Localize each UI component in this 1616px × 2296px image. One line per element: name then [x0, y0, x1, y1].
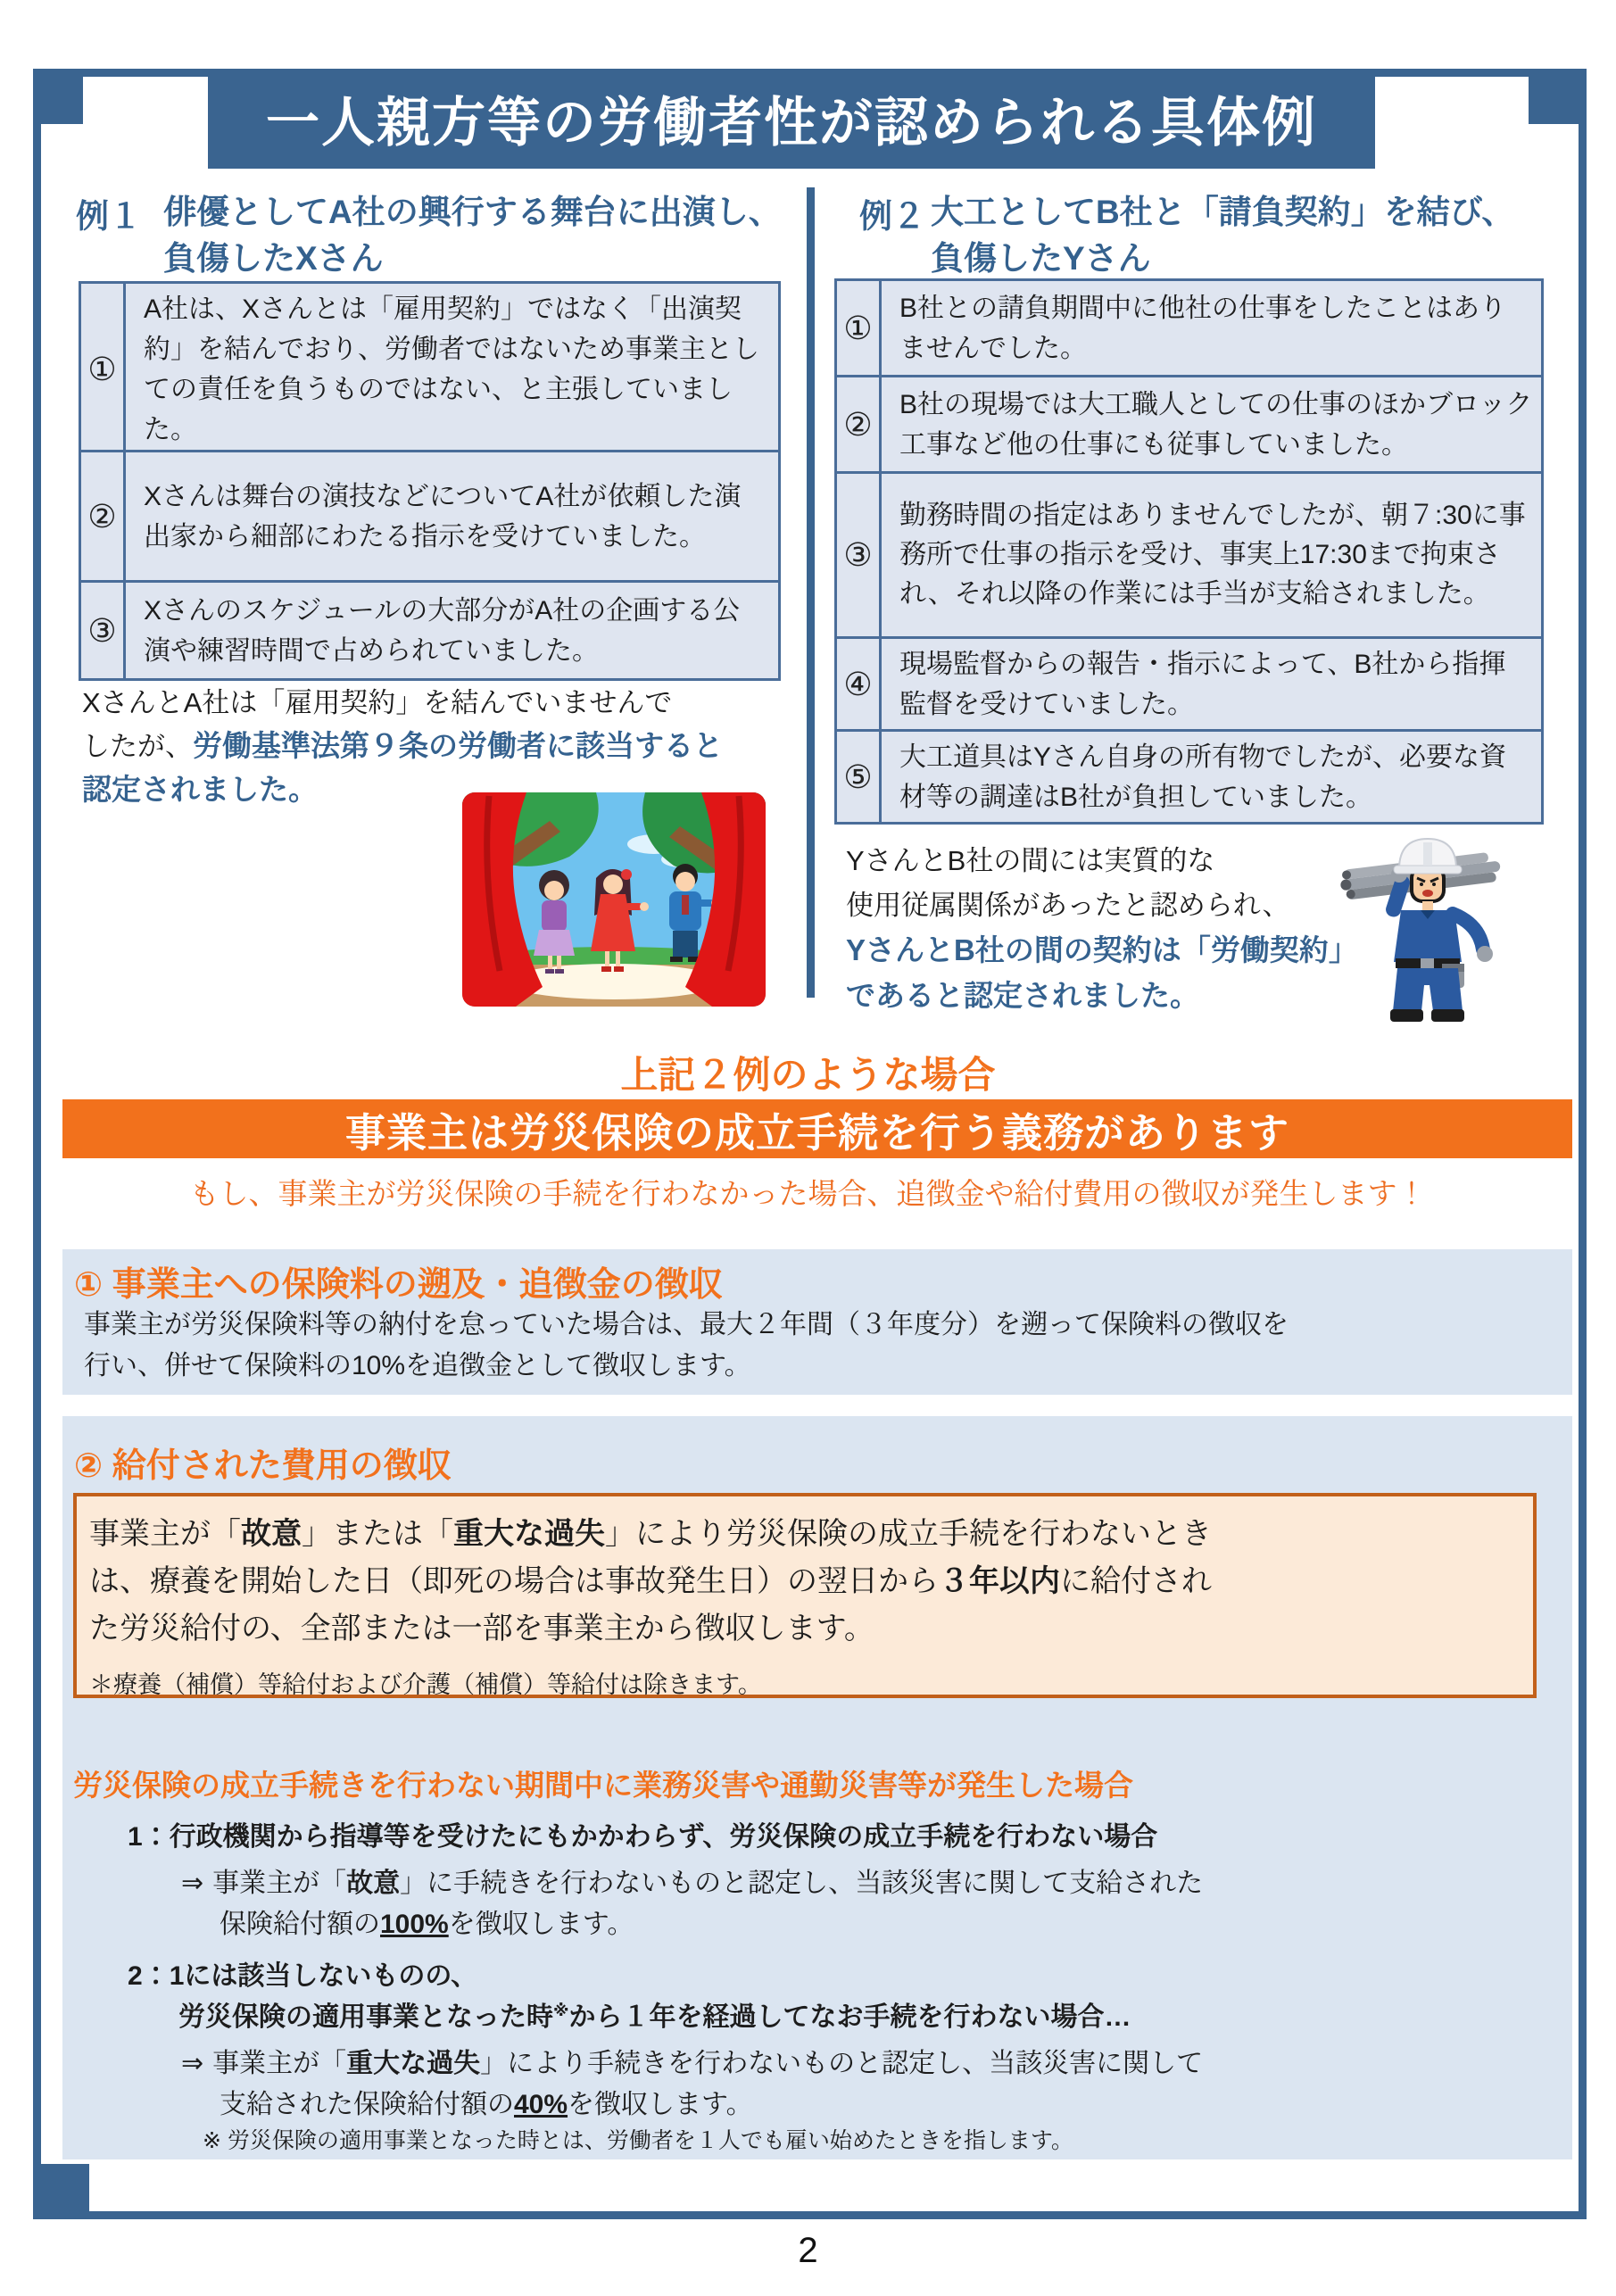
row-text: 現場監督からの報告・指示によって、B社から指揮監督を受けていました。	[899, 650, 1506, 719]
case2-result-line1	[181, 2041, 1203, 2080]
row-text: Xさんは舞台の演技などについてA社が依頼した演出家から細部にわたる指示を受けていました。	[144, 481, 742, 551]
case2-result-line2	[220, 2082, 753, 2121]
notice-segment: は、療養を開始した日（即死の場合は事故発生日）の翌日から	[89, 1564, 939, 1598]
conclusion-emphasis: 労働基準法第９条の労働者に該当すると	[193, 729, 723, 762]
obligation-banner	[62, 1099, 1572, 1158]
section2-heading: ② 給付された費用の徴収	[74, 1447, 452, 1485]
worker-pants	[1393, 968, 1463, 1011]
conclusion-text: YさんとB社の間には実質的な	[846, 845, 1215, 876]
row-number: ③	[837, 474, 882, 636]
warning-text: もし、事業主が労災保険の手続を行わなかった場合、追徴金や給付費用の徴収が発生します！	[189, 1177, 1427, 1210]
section1-body-line2: 行い、併せて保険料の10%を追徴金として徴収します。	[84, 1351, 751, 1380]
frame-bottom-border	[33, 2211, 1587, 2219]
row-text: B社との請負期間中に他社の仕事をしたことはありませんでした。	[899, 293, 1507, 363]
case2-label: 2：	[128, 1961, 170, 1991]
frame-right-border	[1579, 69, 1587, 2219]
case2-condition-text: 1には該当しないものの、	[169, 1961, 478, 1991]
table-row	[81, 284, 778, 450]
case2-condition-text: から１年を経過してなお手続を行わない場合…	[568, 2002, 1131, 2032]
case2-condition-text: 労災保険の適用事業となった時	[178, 2002, 553, 2032]
notice-segment: 事業主が「	[89, 1517, 241, 1551]
row-number: ①	[837, 281, 882, 375]
notice-text	[89, 1511, 1517, 1653]
page-title: 一人親方等の労働者性が認められる具体例	[266, 93, 1317, 153]
notice-footnote: ＊療養（補償）等給付および介護（補償）等給付は除きます。	[89, 1671, 762, 1698]
arrow-icon: ⇒	[181, 2049, 204, 2078]
row-number: ②	[81, 452, 126, 580]
table-row	[837, 375, 1541, 471]
worker-boot	[1390, 1009, 1423, 1022]
example2-title-line2: 負傷したYさん	[931, 240, 1151, 277]
notice-bold: 故意	[241, 1517, 302, 1551]
result-segment: 保険給付額の	[220, 1910, 380, 1939]
worker-boot	[1431, 1009, 1464, 1022]
row-text: B社の現場では大工職人としての仕事のほかブロック工事など他の仕事にも従事していました。	[899, 389, 1533, 460]
case2-condition-line2	[178, 1994, 1131, 2034]
result-segment: 事業主が「	[212, 2049, 347, 2078]
result-percent: 40%	[514, 2090, 568, 2119]
row-text: A社は、Xさんとは「雇用契約」ではなく「出演契約」を結んでおり、労働者ではないため事業主としての責任を負うものではない、と主張していました。	[144, 294, 759, 444]
notice-segment: 」または「	[302, 1517, 453, 1551]
case1-result-line2	[220, 1902, 634, 1941]
notice-segment: 」により労災保険の成立手続を行わないとき	[605, 1517, 1212, 1551]
table-row	[837, 636, 1541, 729]
result-bold: 重大な過失	[346, 2049, 481, 2078]
reference-mark: ※	[553, 2002, 569, 2019]
frame-corner-bottom-left	[37, 2164, 89, 2214]
frame-corner-top-right	[1529, 69, 1587, 124]
example1-title-line2: 負傷したXさん	[163, 240, 384, 277]
table-row	[81, 450, 778, 580]
result-segment: 事業主が「	[212, 1869, 347, 1898]
row-text: 勤務時間の指定はありませんでしたが、朝７:30に事務所で仕事の指示を受け、事実上17:30まで拘束され、それ以降の作業には手当が支給されました。	[899, 501, 1526, 609]
section2-panel	[62, 1416, 1572, 2159]
notice-segment: た労災給付の、全部または一部を事業主から徴収します。	[89, 1612, 874, 1645]
result-percent: 100%	[380, 1910, 449, 1939]
example1-label: 例１	[76, 198, 142, 235]
lead-text: 上記２例のような場合	[620, 1054, 996, 1096]
worker-glove-right	[1477, 946, 1493, 962]
conclusion-emphasis: 認定されました。	[82, 773, 318, 806]
row-text: 大工道具はYさん自身の所有物でしたが、必要な資材等の調達はB社が負担していました。	[899, 742, 1507, 812]
cost-collection-notice-box	[73, 1493, 1537, 1698]
frame-left-border	[33, 69, 41, 2219]
case1-condition-text: 行政機関から指導等を受けたにもかかわらず、労災保険の成立手続を行わない場合	[169, 1822, 1158, 1852]
stage-performance-illustration	[462, 792, 766, 1007]
example1-title	[163, 189, 806, 282]
result-bold: 故意	[346, 1869, 401, 1898]
result-segment: 支給された保険給付額の	[220, 2090, 514, 2119]
row-number: ④	[837, 639, 882, 730]
row-text: Xさんのスケジュールの大部分がA社の企画する公演や練習時間で占められていました。	[144, 595, 741, 666]
table-row	[837, 471, 1541, 636]
row-number: ③	[81, 583, 126, 678]
frame-corner-top-left	[33, 69, 83, 124]
table-row	[81, 580, 778, 678]
construction-worker-illustration	[1338, 828, 1508, 1032]
case-heading: 労災保険の成立手続きを行わない期間中に業務災害や通勤災害等が発生した場合	[73, 1769, 1133, 1802]
row-number: ①	[81, 284, 126, 455]
result-segment: を徴収します。	[568, 2090, 753, 2119]
page-number: 2	[798, 2231, 818, 2270]
table-row	[837, 729, 1541, 822]
case1-result-line1	[181, 1861, 1203, 1900]
notice-bold: ３年以内	[939, 1564, 1060, 1598]
section1-heading: ① 事業主への保険料の遡及・追徴金の徴収	[74, 1266, 723, 1304]
case1-condition	[128, 1814, 1157, 1853]
example1-title-line1: 俳優としてA社の興行する舞台に出演し、	[163, 194, 782, 230]
column-divider	[807, 187, 815, 998]
notice-bold: 重大な過失	[453, 1517, 605, 1551]
arrow-icon: ⇒	[181, 1869, 204, 1898]
row-number: ②	[837, 377, 882, 471]
obligation-banner-text: 事業主は労災保険の成立手続を行う義務があります	[344, 1109, 1289, 1156]
section1-panel	[62, 1249, 1572, 1395]
case2-note: ※ 労災保険の適用事業となった時とは、労働者を１人でも雇い始めたときを指します。	[203, 2128, 1073, 2153]
section1-body	[84, 1305, 1547, 1387]
result-segment: 」により手続きを行わないものと認定し、当該災害に関して	[480, 2049, 1204, 2078]
row-number: ⑤	[837, 732, 882, 823]
section1-body-line1: 事業主が労災保険料等の納付を怠っていた場合は、最大２年間（３年度分）を遡って保険料の徴収を	[84, 1310, 1289, 1339]
worker-body	[1390, 901, 1493, 1022]
result-segment: を徴収します。	[448, 1910, 634, 1939]
example1-table	[79, 281, 781, 681]
case2-condition-line1	[128, 1953, 477, 1993]
conclusion-text: XさんとA社は「雇用契約」を結んでいませんで	[82, 687, 673, 718]
result-segment: 」に手続きを行わないものと認定し、当該災害に関して支給された	[400, 1869, 1204, 1898]
example2-title-line1: 大工としてB社と「請負契約」を結び、	[931, 194, 1515, 230]
case1-label: 1：	[128, 1822, 170, 1852]
conclusion-text: 使用従属関係があったと認められ、	[846, 890, 1290, 921]
conclusion-emphasis: であると認定されました。	[846, 979, 1199, 1012]
example2-title	[931, 189, 1555, 282]
conclusion-text: したが、	[82, 731, 193, 762]
example2-label: 例２	[859, 198, 925, 235]
conclusion-emphasis: YさんとB社の間の契約は「労働契約」	[846, 933, 1358, 966]
table-row	[837, 281, 1541, 375]
example2-table	[834, 278, 1544, 825]
notice-segment: に給付され	[1060, 1564, 1212, 1598]
page-title-banner	[208, 69, 1375, 169]
example2-conclusion	[846, 839, 1381, 1019]
